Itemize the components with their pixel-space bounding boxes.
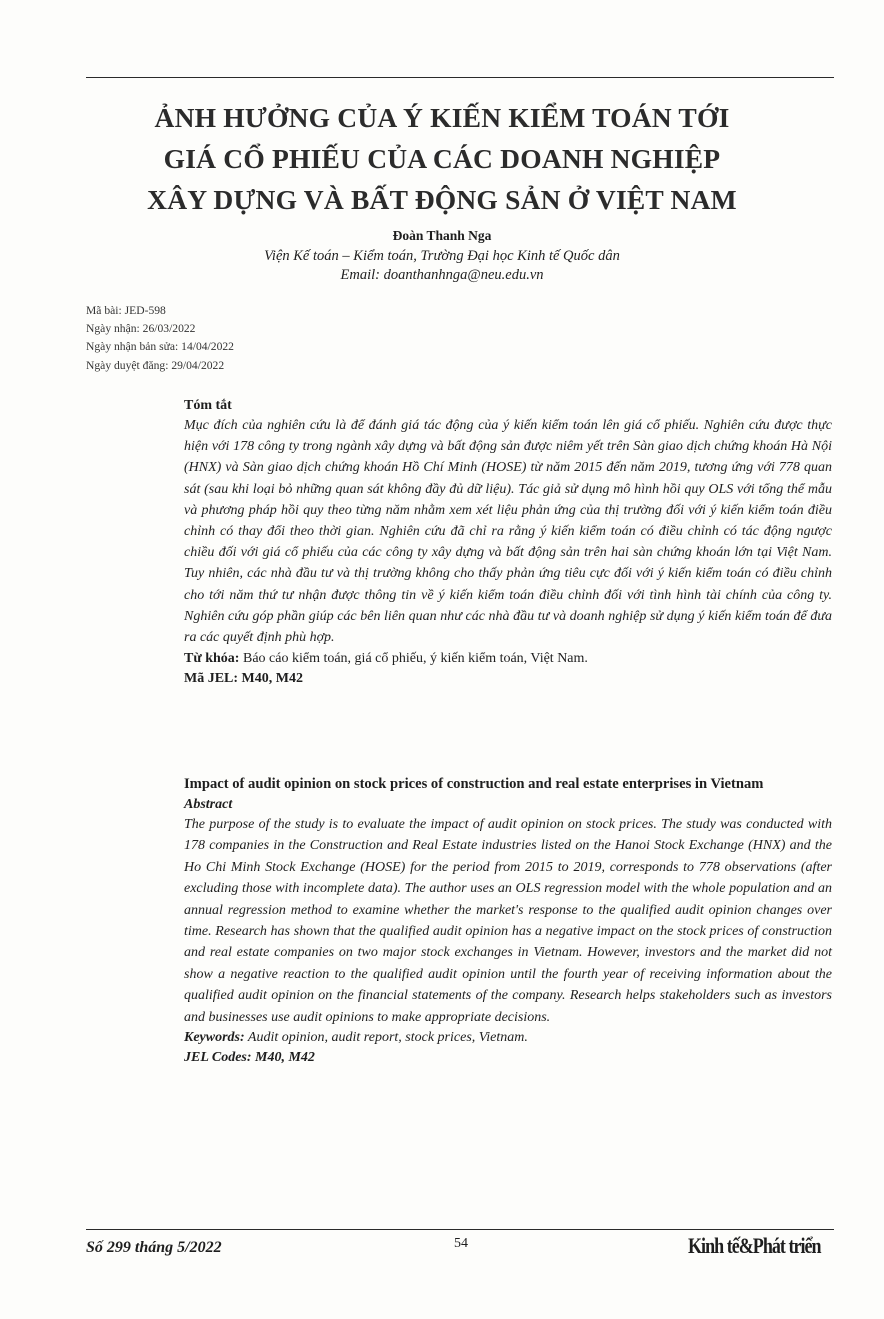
page-number: 54	[454, 1236, 468, 1251]
article-meta	[86, 302, 234, 375]
en-abstract-text: The purpose of the study is to evaluate the impact of audit opinion on stock prices. The study was conducted with 178 companies in the Construction and Real Estate industries listed on the Hanoi Stock Exchange (HNX) and the Ho Chi Minh Stock Exchange (HOSE) for the period from 2015 to 2019, corresponds to 778 observations (after excluding those with incomplete data). The author uses an OLS regression model with the whole population and an annual regression method to examine whether the market's response to the qualified audit opinion changes over time. Research has shown that the qualified audit opinion has a negative impact on the stock prices of construction and real estate companies on two major stock exchanges in Vietnam. However, investors and the market did not show a negative reaction to the qualified audit opinion until the fourth year of receiving information about the qualified audit opinion on the financial statements of the company. Research helps stakeholders such as investors and businesses use audit opinions to make appropriate decisions.	[184, 817, 832, 1025]
en-jel-codes	[184, 1048, 832, 1068]
vi-keywords	[184, 649, 832, 669]
en-abstract-heading-text: Abstract	[184, 797, 233, 812]
vi-jel-codes	[184, 669, 832, 689]
vi-keywords-label: Từ khóa:	[184, 651, 240, 667]
author-affiliation-block	[0, 247, 884, 285]
title-line-2: GIÁ CỔ PHIẾU CỦA CÁC DOANH NGHIỆP	[163, 143, 721, 174]
journal-logo: Kinh tế&Phát triển	[688, 1233, 821, 1258]
title-line-1: ẢNH HƯỞNG CỦA Ý KIẾN KIỂM TOÁN TỚI	[154, 102, 730, 133]
top-rule	[86, 77, 834, 78]
title-line-3: XÂY DỰNG VÀ BẤT ĐỘNG SẢN Ở VIỆT NAM	[147, 184, 737, 215]
en-keywords	[184, 1028, 832, 1048]
paper-title	[70, 97, 814, 220]
meta-accepted-date: Ngày duyệt đăng: 29/04/2022	[86, 358, 225, 372]
vi-keywords-text: Báo cáo kiểm toán, giá cổ phiếu, ý kiến kiểm toán, Việt Nam.	[239, 651, 588, 667]
meta-revised-date: Ngày nhận bản sửa: 14/04/2022	[86, 340, 234, 354]
english-abstract-section	[184, 774, 832, 1068]
english-title: Impact of audit opinion on stock prices of construction and real estate enterprises in Vietnam	[184, 776, 764, 792]
vietnamese-abstract-section	[184, 396, 832, 689]
author-email: Email: doanthanhnga@neu.edu.vn	[340, 267, 544, 283]
vi-abstract-text: Mục đích của nghiên cứu là để đánh giá tác động của ý kiến kiểm toán lên giá cổ phiếu. Nghiên cứu được thực hiện với 178 công ty trong ngành xây dựng và bất động sản được niêm yết trên Sàn giao dịch chứng khoán Hà Nội (HNX) và Sàn giao dịch chứng khoán Hồ Chí Minh (HOSE) từ năm 2015 đến năm 2019, tương ứng với 778 quan sát (sau khi loại bỏ những quan sát không đầy đủ dữ liệu). Tác giả sử dụng mô hình hồi quy OLS với tổng thể mẫu và phương pháp hồi quy theo từng năm nhằm xem xét liệu phản ứng của thị trường đối với ý kiến kiểm toán điều chỉnh có thay đổi theo thời gian. Nghiên cứu đã chỉ ra rằng ý kiến kiểm toán có điều chỉnh có tác động ngược chiều đối với giá cổ phiếu của các công ty xây dựng và bất động sản trên hai sàn chứng khoán lớn tại Việt Nam. Tuy nhiên, các nhà đầu tư và thị trường không cho thấy phản ứng tiêu cực đối với ý kiến kiểm toán có điều chỉnh cho tới năm thứ tư nhận được thông tin về ý kiến kiểm toán điều chỉnh đối với tình hình tài chính của công ty. Nghiên cứu góp phần giúp các bên liên quan như các nhà đầu tư và doanh nghiệp sử dụng ý kiến kiểm toán để đưa ra các quyết định phù hợp.	[184, 418, 832, 646]
en-abstract-heading	[184, 795, 832, 814]
footer-rule	[86, 1229, 834, 1230]
issue-number: Số 299 tháng 5/2022	[86, 1239, 222, 1256]
affiliation: Viện Kế toán – Kiểm toán, Trường Đại học Kinh tế Quốc dân	[264, 248, 620, 264]
author-name: Đoàn Thanh Nga	[392, 228, 492, 243]
meta-article-code: Mã bài: JED-598	[86, 304, 166, 317]
en-jel-label: JEL Codes: M40, M42	[184, 1050, 315, 1066]
vi-abstract-heading: Tóm tắt	[184, 398, 232, 413]
vi-jel-label: Mã JEL: M40, M42	[184, 671, 303, 687]
en-keywords-label: Keywords:	[184, 1030, 245, 1046]
en-keywords-text: Audit opinion, audit report, stock prices, Vietnam.	[244, 1030, 528, 1046]
meta-received-date: Ngày nhận: 26/03/2022	[86, 322, 196, 336]
